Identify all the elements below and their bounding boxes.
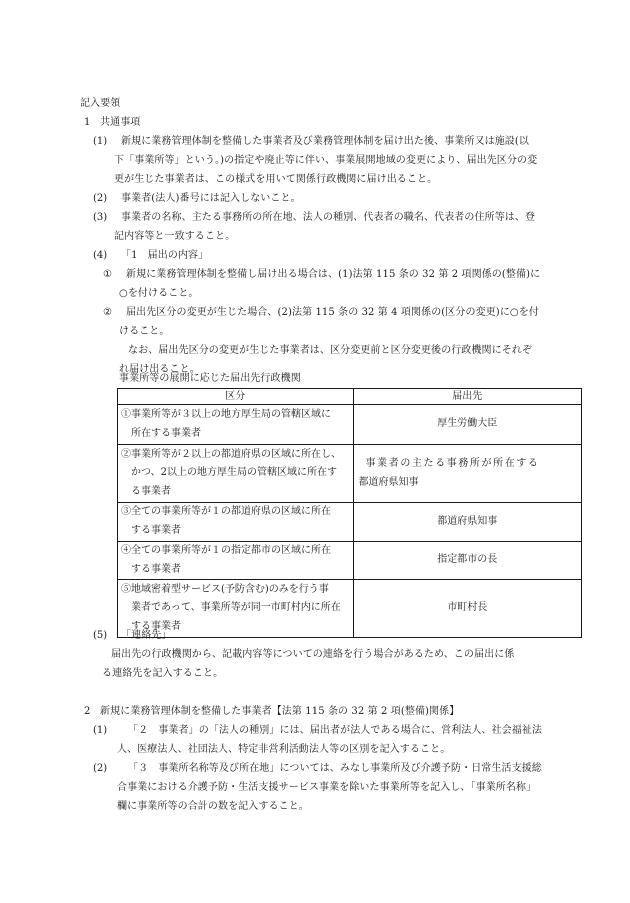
table-header-row [118,389,582,405]
sub-item-2-number: ② [103,307,112,318]
note-line-2: れ届け出ること。 [119,364,200,375]
item-1-5-line-2: る連絡先を記入すること。 [102,668,224,679]
item-2-1-line-2: 人、医療法人、社団法人、特定非営利活動法人等の区別を記入すること。 [117,744,451,755]
table-cell-category [118,503,354,542]
item-1-1-line-2: 下「事業所等」という。)の指定や廃止等に伴い、事業展開地域の変更により、届出先区分の変 [114,155,538,166]
table-cell-destination [353,445,581,503]
section-2-number: 2 [84,706,91,717]
item-2-1-number: (1) [93,725,108,736]
sub-item-1-line-2: ○を付けること。 [119,288,199,299]
destination-line: 事業者の主たる事務所が所在する [365,457,540,469]
section-1-title: 共通事項 [100,117,141,128]
destination-table [117,388,582,638]
category-line: かつ、2以上の地方厚生局の管轄区域に所在す [131,467,337,479]
table-cell-category [118,445,354,503]
category-line: する事業者 [131,563,181,575]
destination-line: 厚生労働大臣 [437,418,498,430]
table-cell-destination [353,542,581,580]
item-1-3-line-1: 事業者の名称、主たる事務所の所在地、法人の種別、代表者の職名、代表者の住所等は、登 [121,212,536,223]
item-1-3-number: (3) [93,212,108,223]
item-1-1-line-1: 新規に業務管理体制を整備した事業者及び業務管理体制を届け出た後、事業所又は施設(以 [121,136,530,147]
table-row [118,580,582,638]
destination-line: 都道府県知事 [437,515,498,527]
category-line: る事業者 [131,485,171,497]
sub-item-1-number: ① [103,269,112,280]
item-1-4-title: 「1 届出の内容」 [121,250,209,261]
sub-item-1-line-1: 新規に業務管理体制を整備し届け出る場合は、(1)法第 115 条の 32 第 2 項関係の(整備)に [126,269,541,280]
table-cell-category [118,542,354,580]
destination-line: 指定都市の長 [437,554,498,566]
item-2-2-line-1: 「３ 事業所名称等及び所在地」については、みなし事業所及び介護予防・日常生活支援総 [128,763,542,774]
table-header-destination: 届出先 [353,389,581,405]
destination-line: 都道府県知事 [358,476,419,488]
document-heading: 記入要領 [80,98,121,109]
table-caption: 事業所等の展開に応じた届出先行政機関 [119,373,301,384]
sub-item-2-line-2: けること。 [119,326,170,337]
item-1-4-number: (4) [93,250,108,261]
table-row [118,445,582,503]
category-line: 業者であって、事業所等が同一市町村内に所在 [131,602,341,614]
item-1-2-text: 事業者(法人)番号には記入しないこと。 [121,193,301,204]
category-line: ⑤地域密着型サービス(予防含む)のみを行う事 [121,583,329,595]
table-cell-destination [353,405,581,445]
section-2-title: 新規に業務管理体制を整備した事業者【法第 115 条の 32 第 2 項(整備)関係】 [100,706,460,717]
item-2-2-number: (2) [93,763,108,774]
table-row [118,542,582,580]
section-1-number: 1 [84,117,91,128]
category-line: する事業者 [131,620,181,632]
item-1-5-title: 「連絡先」 [121,630,172,641]
destination-line: 市町村長 [447,602,488,614]
category-line: ②事業所等が２以上の都道府県の区域に所在し、 [121,448,341,460]
category-line: ④全ての事業所等が１の指定都市の区域に所在 [121,545,331,556]
item-2-1-line-1: 「２ 事業者」の「法人の種別」には、届出者が法人である場合に、営利法人、社会福祉法 [128,725,543,736]
table-cell-category [118,405,354,445]
item-1-5-number: (5) [93,630,108,641]
item-1-3-line-2: 記内容等と一致すること。 [114,231,236,242]
sub-item-2-line-1: 届出先区分の変更が生じた場合、(2)法第 115 条の 32 第 4 項関係の(区分の変更)に○を付 [126,307,539,318]
item-1-2-number: (2) [93,193,108,204]
category-line: 所在する事業者 [131,427,201,439]
table-row [118,503,582,542]
note-line-1: なお、届出先区分の変更が生じた事業者は、区分変更前と区分変更後の行政機関にそれぞ [128,345,532,356]
item-1-1-number: (1) [93,136,108,147]
category-line: ①事業所等が３以上の地方厚生局の管轄区域に [121,408,331,420]
item-2-2-line-3: 欄に事業所等の合計の数を記入すること。 [117,801,309,812]
table-header-category: 区分 [118,389,354,405]
table-cell-destination [353,503,581,542]
item-1-1-line-3: 更が生じた事業者は、この様式を用いて関係行政機関に届け出ること。 [114,174,438,185]
item-1-5-line-1: 届出先の行政機関から、記載内容等についての連絡を行う場合があるため、この届出に係 [111,649,515,660]
table-cell-destination [353,580,581,638]
item-2-2-line-2: 合事業における介護予防・生活支援サービス事業を除いた事業所等を記入し、「事業所名称」 [117,782,537,793]
table-row [118,405,582,445]
category-line: する事業者 [131,525,181,536]
category-line: ③全ての事業所等が１の都道府県の区域に所在 [121,506,331,518]
